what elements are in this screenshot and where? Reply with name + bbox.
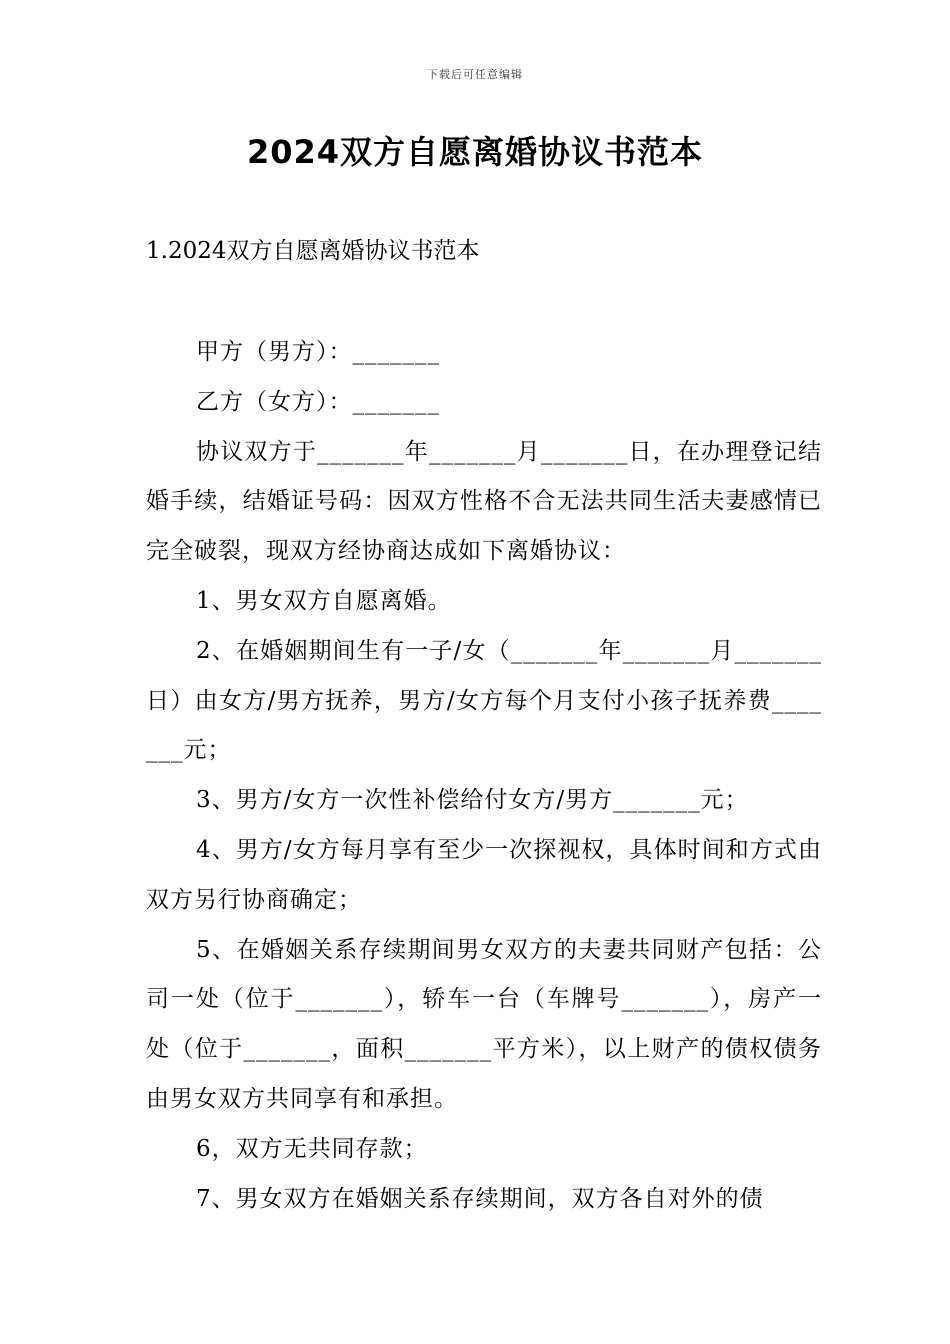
clause-2: 2、在婚姻期间生有一子/女（_______年_______月_______日）由女方/男方抚养，男方/女方每个月支付小孩子抚养费_______元； — [146, 637, 822, 764]
party-b-line: 乙方（女方）：_______ — [196, 388, 440, 415]
clause-1: 1、男女双方自愿离婚。 — [196, 587, 452, 614]
clause-4: 4、男方/女方每月享有至少一次探视权，具体时间和方式由双方另行协商确定； — [146, 836, 822, 913]
clause-7: 7、男女双方在婚姻关系存续期间，双方各自对外的债 — [196, 1185, 764, 1212]
party-a-line: 甲方（男方）：_______ — [196, 339, 440, 365]
section-heading: 1.2024双方自愿离婚协议书范本 — [146, 238, 480, 264]
clause-5: 5、在婚姻关系存续期间男女双方的夫妻共同财产包括：公司一处（位于_______），轿车一台（车牌号_______），房产一处（位于_______，面积_______平方米），以上财产的债权债务由男女双方共同享有和承担。 — [146, 936, 822, 1112]
document-body — [146, 328, 822, 1224]
clause-3: 3、男方/女方一次性补偿给付女方/男方_______元； — [196, 787, 749, 814]
header-note: 下载后可任意编辑 — [427, 68, 523, 81]
agreement-intro: 协议双方于_______年_______月_______日，在办理登记结婚手续，结婚证号码：因双方性格不合无法共同生活夫妻感情已完全破裂，现双方经协商达成如下离婚协议： — [146, 438, 822, 565]
clause-6: 6，双方无共同存款； — [196, 1135, 428, 1162]
document-title: 2024双方自愿离婚协议书范本 — [246, 133, 704, 171]
